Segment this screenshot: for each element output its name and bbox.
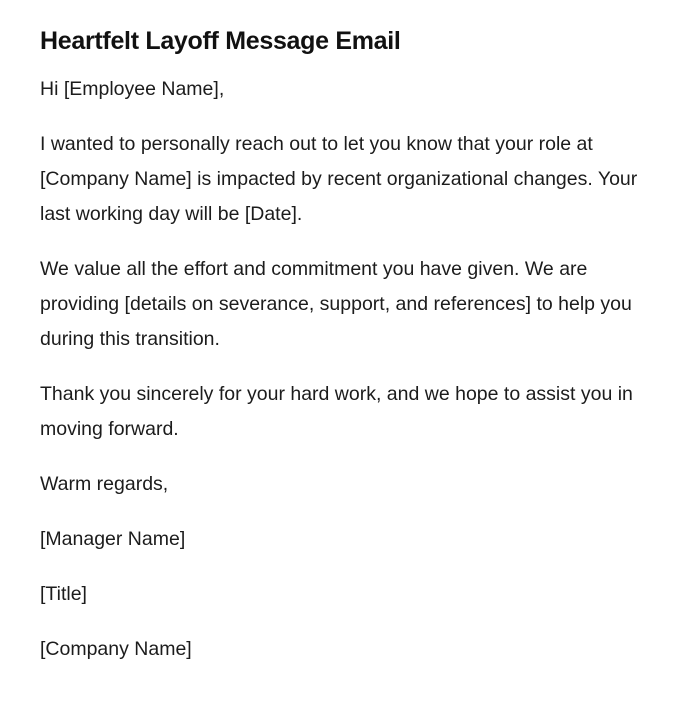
body-paragraph-3: Thank you sincerely for your hard work, and we hope to assist you in moving forward. (40, 383, 633, 440)
body-paragraph-1: I wanted to personally reach out to let you know that your role at [Company Name] is impacted by recent organizational changes. Your last working day will be [Date]. (40, 133, 638, 225)
greeting: Hi [Employee Name], (40, 78, 225, 100)
signature-name: [Manager Name] (40, 528, 186, 550)
closing: Warm regards, (40, 473, 169, 495)
body-paragraph-2: We value all the effort and commitment you have given. We are providing [details on severance, support, and references] to help you during this transition. (40, 258, 632, 350)
document-title: Heartfelt Layoff Message Email (40, 27, 401, 55)
signature-title: [Title] (40, 583, 87, 605)
signature-company: [Company Name] (40, 638, 192, 660)
